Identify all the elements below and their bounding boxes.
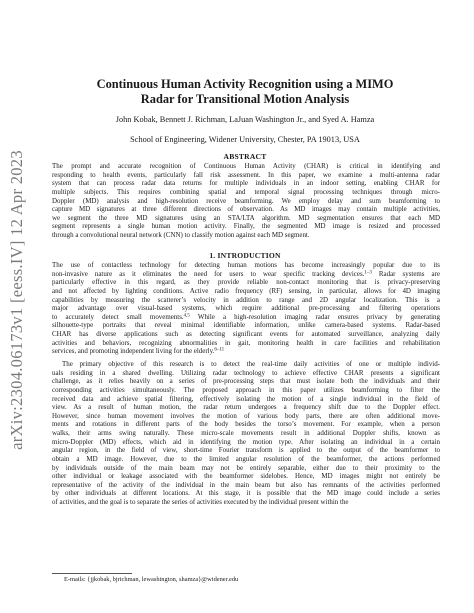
text-line: view. As a result of human motion, the radar return undergoes a frequency shift due to the Doppler effect. [52,403,440,412]
text-line: micro-Doppler (MD) effects, which aid in identifying the motion type. After isolating an individual in a certain [52,437,440,446]
abstract-body [52,162,440,240]
line-text: non-invasive nature as it eliminates the need for users to wear specific tracking devices. [52,269,365,278]
text-line: uals residing in a shared dwelling. Utilizing radar technology to achieve effective CHAR presents a significant [52,368,440,377]
text-line: ments and rotations in different parts of the body besides the torso’s movement. For example, when a person [52,420,440,429]
text-line [52,321,440,330]
line-text: major advantage over visual-based systems, which require additional pre-processing and filtering operations [52,304,440,313]
line-text: services, and promoting independent living for the elderly. [52,347,215,356]
introduction-paragraph-1 [52,261,440,356]
line-text: silhouette-type portraits that reveal minimal identifiable information, unlike camera-based systems. Radar-based [52,321,440,330]
abstract-heading: ABSTRACT [223,152,267,161]
text-line [52,287,440,296]
line-text: activities and behaviors, recognizing abnormalities in gait, monitoring health in care facilities and rehabilitation [52,338,440,347]
text-line: of activities, and the goal is to separate the series of activities executed by the individual present within the [52,498,349,506]
text-line [52,296,440,305]
author-list: John Kobak, Bennett J. Richman, LaJuan Washington Jr., and Syed A. Hamza [115,115,375,124]
line-text-continued: While a high-resolution imaging radar ensures privacy by generating [189,312,440,321]
text-line: through a convolutional neural network (CNN) to classify motion against each MD segment. [52,231,310,239]
text-line: capture MD signatures at three different directions of observation. As MD images may contain multiple activities, [52,205,440,214]
text-line: other individual or leakage associated with the beamformer sidelobes. Hence, MD images might not entirely be [52,472,440,481]
arxiv-identifier-stamp [4,150,30,450]
text-line [52,313,440,322]
text-line [52,278,440,287]
title-line-1: Continuous Human Activity Recognition using a MIMO [96,77,394,91]
text-line: by other individuals at different locations. At this stage, it is possible that the MD image could include a series [52,489,440,498]
text-line: segment represents a single human motion activity. Finally, the segmented MD image is resized and processed [52,222,440,231]
citation-superscript: 6–11 [214,347,225,353]
text-line: responding to health events, particularly fall risk assessment. In this paper, we examine a multi-antenna radar [52,170,440,179]
text-line: obtain a MD image. However, due to the limited angular resolution of the beamformer, the actions performed [52,454,440,463]
text-line [52,339,440,348]
text-line: we segment the three MD signatures using an STA/LTA algorithm. MD segmentation ensures that each MD [52,213,440,222]
text-line: challenge, as it relies heavily on a series of pre-processing steps that must isolate both the individuals and their [52,377,440,386]
text-line: corresponding activities simultaneously. The proposed approach in this paper utilizes beamforming to filter the [52,385,440,394]
footnote-rule [52,573,132,574]
text-line: The primary objective of this research is to detect the real-time daily activities of one or multiple individ- [62,360,440,368]
line-text: and not affected by lighting conditions. Active radio frequency (RF) sensing, in particular, allows for 4D imaging [52,286,440,295]
text-line [52,270,440,279]
line-text: The use of contactless technology for detecting human motions has become increasingly popular due to its [52,261,440,269]
paper-title [52,77,438,106]
text-line: received data and achieve spatial filtering, effectively isolating the motion of a single individual in the field of [52,394,440,403]
text-line [52,330,440,339]
citation-superscript: 1–3 [364,270,372,276]
text-line: system that can process radar data returns for multiple individuals in an indoor setting, enabling CHAR for [52,179,440,188]
text-line: The prompt and accurate recognition of Continuous Human Activity (CHAR) is critical in identifying and [52,162,440,170]
affiliation: School of Engineering, Widener University, Chester, PA 19013, USA [130,135,360,144]
text-line: multiple subjects. This requires combining spatial and temporal signal processing techniques through micro- [52,187,440,196]
text-line: However, since human movement involves the motion of various body parts, there are often additional move- [52,411,440,420]
citation-superscript: 4,5 [183,313,190,319]
text-line: by individuals outside of the main beam may not be entirely separable, either due to their proximity to the [52,463,440,472]
line-text-continued: Radar systems are [371,269,440,278]
text-line [52,347,440,356]
text-line [52,261,440,270]
line-text: CHAR has diverse applications such as detecting significant events for automated surveillance, analyzing daily [52,330,440,338]
title-line-2: Radar for Transitional Motion Analysis [140,91,350,106]
text-line: representative of the activity of the individual in the main beam but also has remnants of the activities performed [52,480,440,489]
line-text: capabilities by measuring the scatterer’s velocity in addition to range and 2D angular localization. This is a [52,295,440,304]
arxiv-id-text: arXiv:2304.06173v1 [eess.IV] 12 Apr 2023 [7,150,26,450]
text-line: angular region, in the field of view, short-time Fourier transform is applied to the output of the beamformer to [52,446,440,455]
line-text: to accurately detect small movements. [52,312,184,321]
line-text: particularly effective in this regard, as they provide reliable non-contact monitoring that is privacy-preserving [52,278,440,287]
text-line [52,304,440,313]
text-line: walks, their arms swing naturally. These micro-scale movements result in additional Doppler shifts, known as [52,429,440,437]
introduction-heading: 1. INTRODUCTION [209,251,281,260]
text-line: Doppler (MD) analysis and high-resolution receive beamforming. We employ delay and sum beamforming to [52,196,440,205]
introduction-paragraph-2 [52,360,440,507]
footnote-emails: E-mails: {jjkobak, bjrichman, lewashington, shamza}@widener.edu [64,576,239,583]
